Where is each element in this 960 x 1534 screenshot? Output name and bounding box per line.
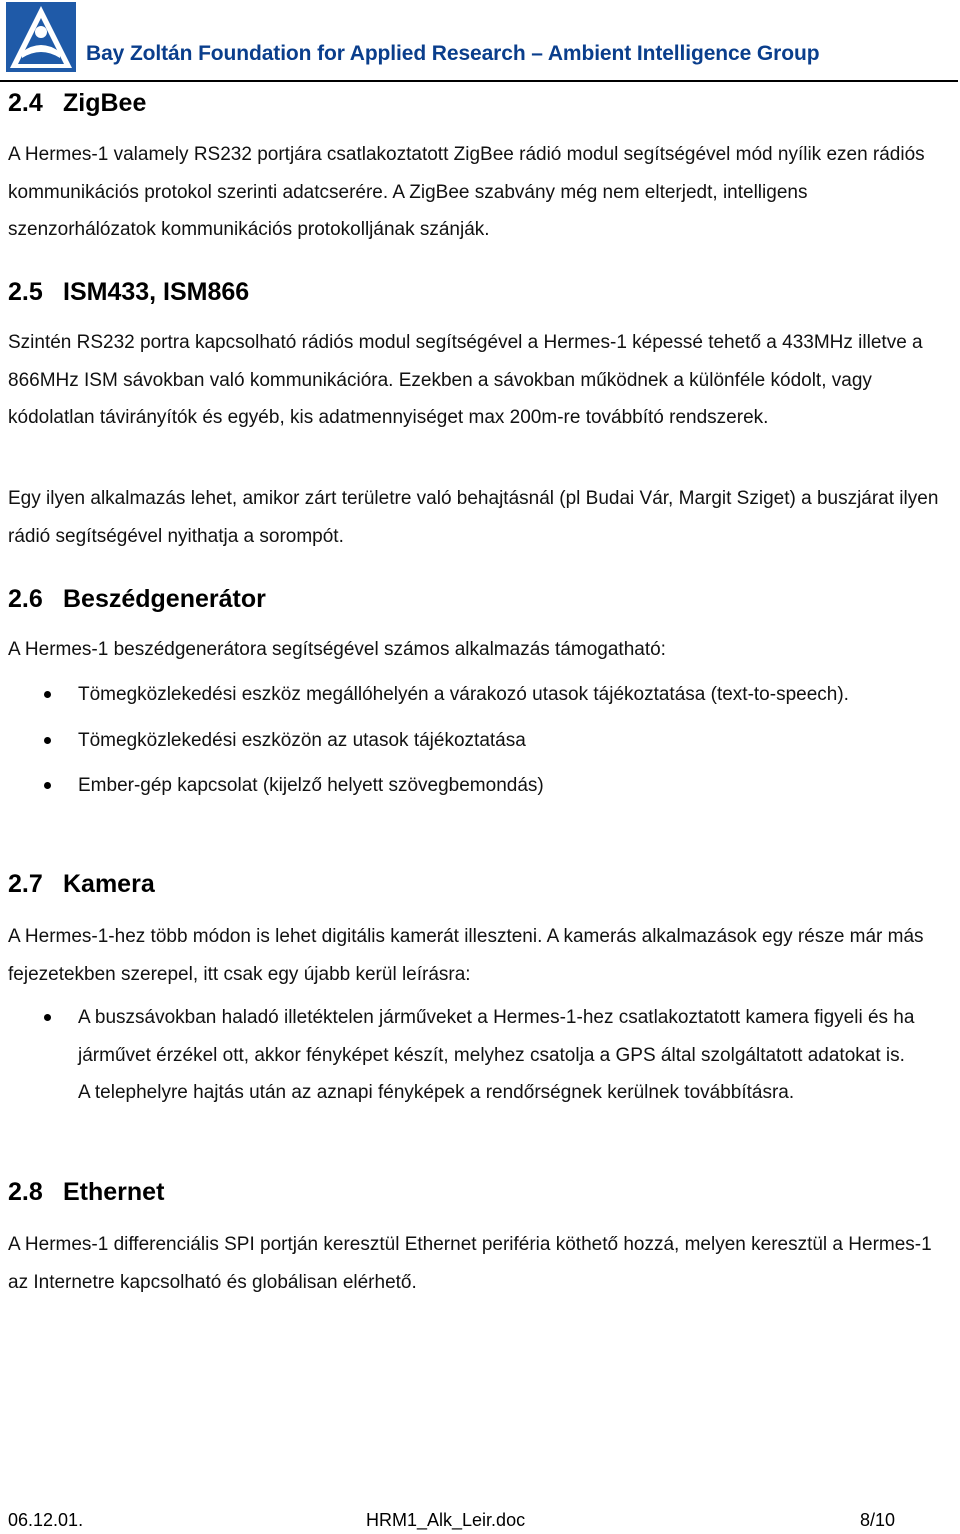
section-title: Kamera: [63, 870, 155, 898]
paragraph: A Hermes-1 differenciális SPI portján keresztül Ethernet periféria köthető hozzá, melyen keresztül a Hermes-1 az Internetre kapcsolható és globálisan elérhető.: [8, 1234, 932, 1293]
bullet-icon: [44, 1014, 51, 1021]
bullet-list: [0, 676, 944, 805]
bullet-icon: [44, 737, 51, 744]
section-number: 2.5: [8, 278, 43, 306]
footer-date: 06.12.01.: [8, 1510, 84, 1530]
section-heading-camera: [8, 870, 155, 899]
header-divider: [0, 80, 958, 82]
section-heading-speech-generator: [8, 585, 266, 614]
section-title: Beszédgenerátor: [63, 585, 266, 613]
page-footer: [0, 1510, 960, 1534]
section-title: ZigBee: [63, 89, 147, 117]
paragraph: A Hermes-1 valamely RS232 portjára csatlakoztatott ZigBee rádió modul segítségével mód nyílik ezen rádiós kommunikációs protokol szerinti adatcserére. A ZigBee szabvány még nem elterjedt, intelligens szenzorhálózatok kommunikációs protokolljának szánják.: [8, 144, 925, 240]
section-heading-zigbee: [8, 89, 146, 118]
footer-page-number: 8/10: [860, 1510, 896, 1530]
bullet-icon: [44, 782, 51, 789]
paragraph: Szintén RS232 portra kapcsolható rádiós modul segítségével a Hermes-1 képessé tehető a 433MHz illetve a 866MHz ISM sávokban való kommunikációra. Ezekben a sávokban működnek a különféle kódolt, vagy kódolatlan távirányítók és egyéb, kis adatmennyiséget max 200m-re továbbító rendszerek.: [8, 332, 923, 428]
list-item: Tömegközlekedési eszköz megállóhelyén a várakozó utasok tájékoztatása (text-to-speech).: [0, 676, 878, 714]
list-item: Ember-gép kapcsolat (kijelző helyett szövegbemondás): [0, 767, 944, 805]
section-title: ISM433, ISM866: [63, 278, 250, 306]
section-number: 2.7: [8, 870, 43, 898]
paragraph: Egy ilyen alkalmazás lehet, amikor zárt területre való behajtásnál (pl Budai Vár, Margit Sziget) a buszjárat ilyen rádió segítségével nyithatja a sorompót.: [8, 488, 939, 547]
page-header: [0, 0, 960, 84]
paragraph: A Hermes-1-hez több módon is lehet digitális kamerát illeszteni. A kamerás alkalmazások egy része már más fejezetekben szerepel, itt csak egy újabb kerül leírásra:: [8, 926, 924, 985]
section-number: 2.8: [8, 1178, 43, 1206]
section-heading-ethernet: [8, 1178, 164, 1207]
bay-zoltan-logo-icon: [6, 2, 76, 72]
header-title: Bay Zoltán Foundation for Applied Research – Ambient Intelligence Group: [86, 42, 820, 65]
footer-filename: HRM1_Alk_Leir.doc: [366, 1510, 526, 1530]
section-heading-ism: [8, 278, 249, 307]
list-item: Tömegközlekedési eszközön az utasok tájékoztatása: [0, 722, 944, 760]
section-title: Ethernet: [63, 1178, 165, 1206]
section-number: 2.4: [8, 89, 43, 117]
paragraph: A Hermes-1 beszédgenerátora segítségével számos alkalmazás támogatható:: [8, 639, 666, 660]
bullet-list: [0, 999, 944, 1112]
bullet-icon: [44, 691, 51, 698]
section-number: 2.6: [8, 585, 43, 613]
list-item: A buszsávokban haladó illetéktelen járműveket a Hermes-1-hez csatlakoztatott kamera figyeli és ha járművet érzékel ott, akkor fényképet készít, melyhez csatolja a GPS által szolgáltatott adatokat is. A telephelyre hajtás után az aznapi fényképek a rendőrségnek kerülnek továbbításra.: [0, 999, 918, 1112]
